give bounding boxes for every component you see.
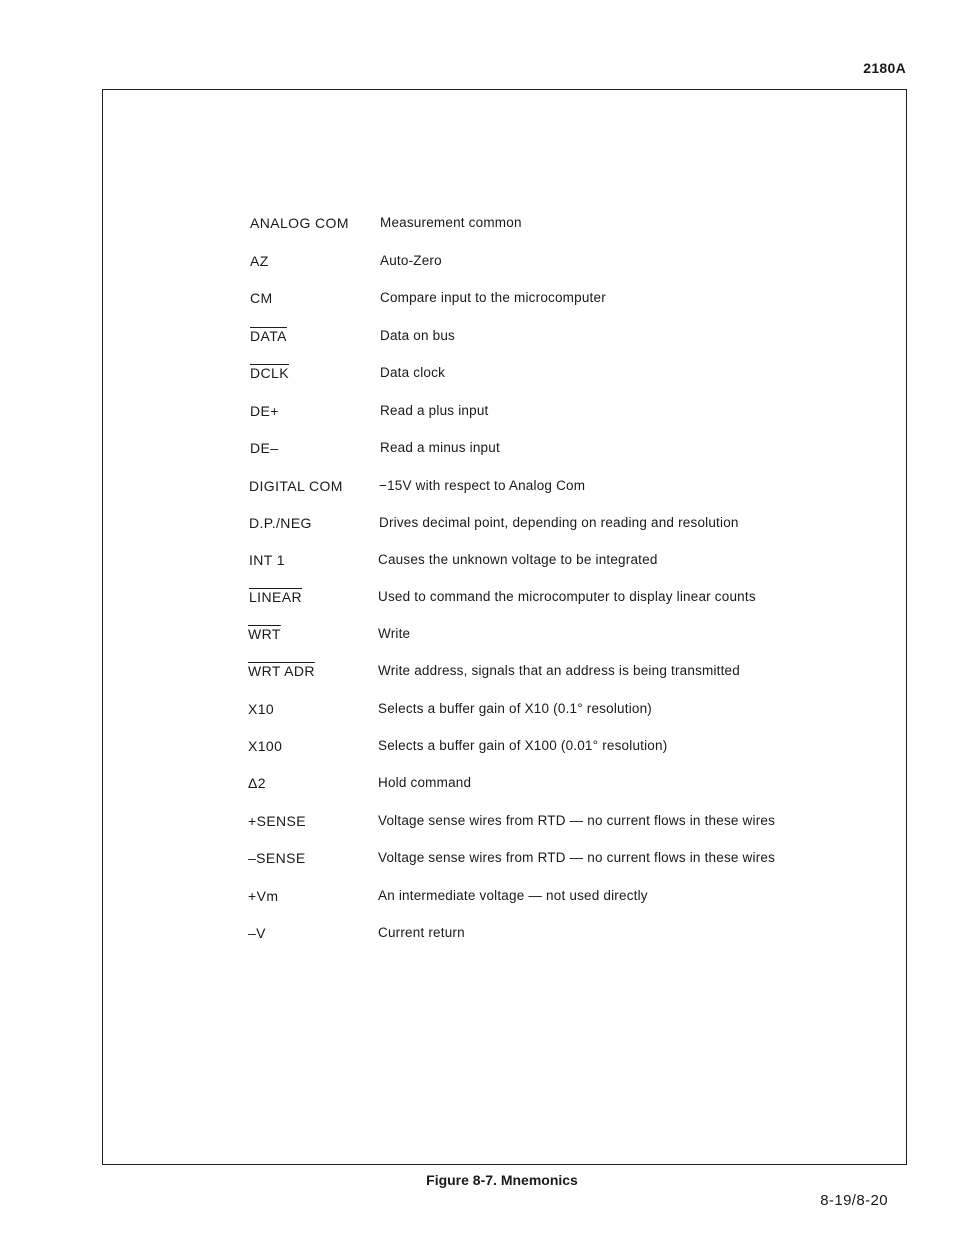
mnemonic-description: Causes the unknown voltage to be integrated: [378, 552, 658, 567]
mnemonic-label: DATA: [250, 328, 287, 344]
mnemonic-label: X100: [248, 738, 283, 754]
mnemonic-label: D.P./NEG: [249, 515, 312, 531]
mnemonic-label: CM: [250, 290, 273, 306]
mnemonic-description: Read a plus input: [380, 403, 489, 418]
mnemonic-description: Measurement common: [380, 215, 522, 230]
mnemonic-label: DE–: [250, 440, 279, 456]
mnemonic-description: Write address, signals that an address is being transmitted: [378, 663, 740, 678]
mnemonic-description: Selects a buffer gain of X10 (0.1° resolution): [378, 701, 653, 716]
mnemonic-label: +SENSE: [248, 813, 307, 829]
mnemonic-description: Data on bus: [380, 328, 455, 343]
mnemonic-label: INT 1: [249, 552, 285, 568]
mnemonic-description: Write: [378, 626, 411, 641]
figure-frame: [102, 89, 907, 1165]
mnemonic-description: Hold command: [378, 775, 472, 790]
mnemonic-description: Auto-Zero: [380, 253, 442, 268]
mnemonic-label: AZ: [250, 253, 269, 269]
mnemonic-label: DIGITAL COM: [249, 478, 343, 494]
mnemonic-label: $\overline{WRT}$: [248, 626, 281, 642]
mnemonic-label: –V: [248, 925, 266, 941]
document-id: 2180A: [863, 60, 906, 76]
mnemonic-label: –SENSE: [248, 850, 306, 866]
mnemonic-label: Δ2: [248, 775, 266, 791]
mnemonic-label: LINEAR: [249, 589, 302, 605]
mnemonic-description: Voltage sense wires from RTD — no current flows in these wires: [378, 813, 776, 828]
mnemonic-description: Selects a buffer gain of X100 (0.01° resolution): [378, 738, 668, 753]
mnemonic-label: +Vm: [248, 888, 279, 904]
mnemonic-description: Used to command the microcomputer to display linear counts: [378, 589, 756, 604]
figure-caption: Figure 8-7. Mnemonics: [426, 1172, 578, 1188]
mnemonic-label: WRT ADR: [248, 663, 315, 679]
mnemonic-label: DE+: [250, 403, 279, 419]
mnemonic-description: Current return: [378, 925, 465, 940]
mnemonic-label: ANALOG COM: [250, 215, 349, 231]
mnemonic-label: X10: [248, 701, 275, 717]
page-number: 8-19/8-20: [820, 1192, 888, 1209]
mnemonic-description: Read a minus input: [380, 440, 500, 455]
mnemonic-description: Data clock: [380, 365, 446, 380]
mnemonic-description: −15V with respect to Analog Com: [379, 478, 586, 493]
mnemonic-description: Compare input to the microcomputer: [380, 290, 606, 305]
mnemonic-description: Drives decimal point, depending on reading and resolution: [379, 515, 739, 530]
mnemonic-label: DCLK: [250, 365, 289, 381]
mnemonic-description: Voltage sense wires from RTD — no current flows in these wires: [378, 850, 776, 865]
mnemonic-description: An intermediate voltage — not used directly: [378, 888, 648, 903]
